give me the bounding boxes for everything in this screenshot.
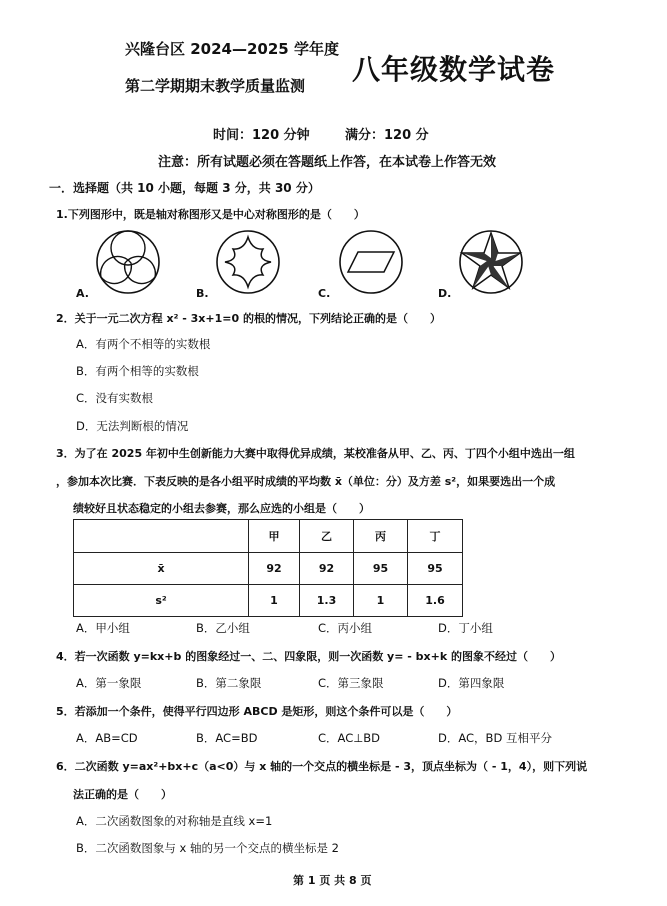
question-3-line-2: ，参加本次比赛．下表反映的是各小组平时成绩的平均数 x̄（单位：分）及方差 s²，如果要选出一个成 [56,475,556,488]
q3-option-b: B．乙小组 [196,621,250,635]
exam-score: 满分：120 分 [345,128,429,143]
q1-label-d: D. [438,287,452,300]
q4-option-c: C．第三象限 [318,676,384,690]
question-3-line-3: 绩较好且状态稳定的小组去参赛，那么应选的小组是（ ） [73,502,370,515]
table-cell: 1.3 [300,585,354,617]
q3-option-d: D．丁小组 [438,621,493,635]
table-cell: 1 [354,585,408,617]
question-6-line-1: 6．二次函数 y=ax²+bx+c（a<0）与 x 轴的一个交点的横坐标是 - 3，顶点坐标为（ - 1，4），则下列说 [56,760,588,773]
table-row [74,553,463,585]
table-cell: 92 [300,553,354,585]
q5-option-b: B．AC=BD [196,731,258,745]
q4-option-d: D．第四象限 [438,676,505,690]
table-header-cell: 丁 [408,520,463,553]
exam-title: 八年级数学试卷 [352,53,556,86]
question-3-line-1: 3．为了在 2025 年初中生创新能力大赛中取得优异成绩，某校准备从甲、乙、丙、丁四个小组中选出一组 [56,447,575,460]
table-cell: 92 [249,553,300,585]
q2-option-b: B．有两个相等的实数根 [76,364,199,378]
exam-term-title: 第二学期期末教学质量监测 [125,77,306,95]
table-header-row [74,520,463,553]
q3-score-table [73,519,463,617]
table-header-cell: 丙 [354,520,408,553]
q1-figure-d [458,229,524,295]
question-2-stem: 2．关于一元二次方程 x² - 3x+1=0 的根的情况，下列结论正确的是（ ） [56,312,441,325]
question-6-line-2: 法正确的是（ ） [73,788,172,801]
table-cell: x̄ [74,553,249,585]
q1-figure-a [95,229,161,295]
table-cell: 1.6 [408,585,463,617]
q5-option-d: D．AC，BD 互相平分 [438,731,552,745]
question-5-stem: 5．若添加一个条件，使得平行四边形 ABCD 是矩形，则这个条件可以是（ ） [56,705,458,718]
q3-option-c: C．丙小组 [318,621,373,635]
q1-figure-b [215,229,281,295]
table-header-cell: 乙 [300,520,354,553]
table-cell: 1 [249,585,300,617]
exam-district-year: 兴隆台区 2024—2025 学年度 [125,40,339,58]
q6-option-a: A．二次函数图象的对称轴是直线 x=1 [76,814,273,828]
q5-option-c: C．AC⊥BD [318,731,380,745]
q2-option-c: C．没有实数根 [76,391,154,405]
table-cell: s² [74,585,249,617]
q6-option-b: B．二次函数图象与 x 轴的另一个交点的横坐标是 2 [76,841,339,855]
q4-option-b: B．第二象限 [196,676,262,690]
exam-notice: 注意：所有试题必须在答题纸上作答，在本试卷上作答无效 [158,155,497,170]
table-cell: 95 [408,553,463,585]
table-row [74,585,463,617]
q1-label-c: C. [318,287,331,300]
page-number: 第 1 页 共 8 页 [293,874,372,887]
q5-option-a: A．AB=CD [76,731,138,745]
exam-time: 时间：120 分钟 [213,128,310,143]
table-cell: 95 [354,553,408,585]
q3-option-a: A．甲小组 [76,621,130,635]
question-4-stem: 4．若一次函数 y=kx+b 的图象经过一、二、四象限，则一次函数 y= - bx+k 的图象不经过（ ） [56,650,561,663]
q2-option-d: D．无法判断根的情况 [76,419,189,433]
q1-label-a: A. [76,287,89,300]
q2-option-a: A．有两个不相等的实数根 [76,337,211,351]
q1-label-b: B. [196,287,209,300]
table-header-cell [74,520,249,553]
table-header-cell: 甲 [249,520,300,553]
section-title: 一．选择题（共 10 小题，每题 3 分，共 30 分） [49,181,320,195]
q1-figure-c [338,229,404,295]
question-1-stem: 1.下列图形中，既是轴对称图形又是中心对称图形的是（ ） [56,208,365,221]
q4-option-a: A．第一象限 [76,676,142,690]
